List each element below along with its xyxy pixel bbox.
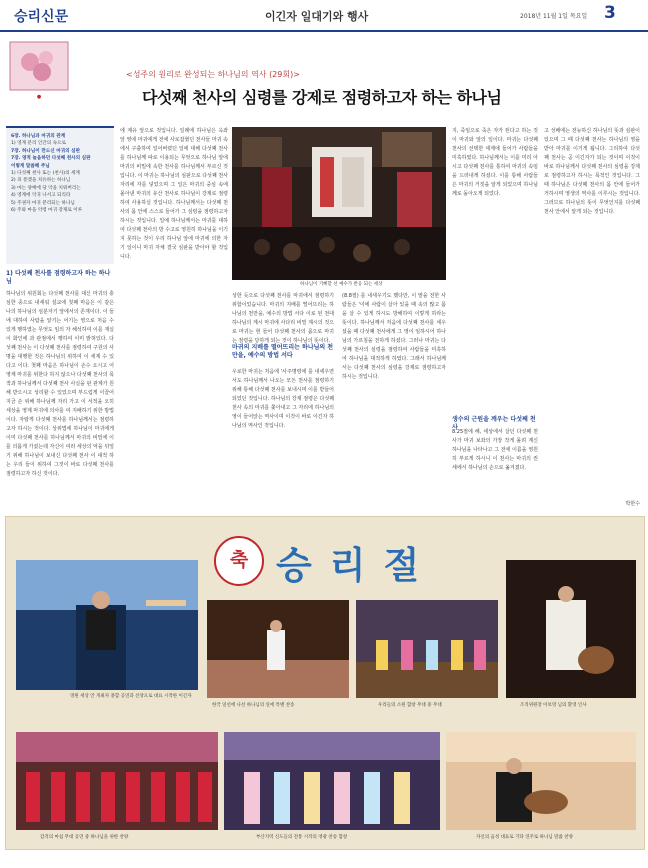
city-photo-icon [232,127,446,280]
event-photo-5 [16,732,218,830]
event-photo-4 [506,560,636,698]
toc-item: 3) 마는 양배에 당 악을 치워버리는 [11,185,81,191]
toc-item: 이렇게 말씀해 주님 [11,163,50,169]
article-column-5: 지, 죽임으로 죽은 자가 된다고 하는 것이 마귀와 앞의 일이다. 마귀는 다섯째 천사의 선택한 세계에 들어가 사람들을 미혹하였다. 하나님께서는 이를 미리 아시고 다섯째 천사를 통하여 마귀의 속임을 드러내게 하셨다. 이를 통해 사람들은 마귀의 거짓을 알게 되었으며 하나님께로 돌아오게 되었다. [452,128,538,197]
article-column-6: 고 성배에는 전능하신 하나님의 뜻과 심판이 있으며 그 때 다섯째 천사는 하나님의 영을 받아 마귀를 이기게 됩니다. 그리하여 다섯째 천사는 곧 이긴자가 되는 것이며 이것이 바로 하나님께서 다섯째 천사의 심령을 강제로 점령하고자 하시는 목적인 것입니다. 그 때 하나님은 다섯째 천사의 몸 안에 들어가 거하시며 영생의 역사를 이루시는 것입니다. 그러므로 하나님의 뜻이 무엇인지를 다섯째 천사 안에서 알게 되는 것입니다. [544,128,640,215]
event-caption-2: 한국 일선에 나선 하나님의 일에 특별 찬송 [212,703,295,708]
event-banner: 승리절 [276,543,438,587]
toc-item: 1) 영계 분리 인간의 속으로 [11,141,66,147]
article-column-4: (8.8절) 를 내세우기도 했다만, 이 말을 전한 사람들은 '이에 사람이 살아 있을 때 속의 많고 몸을 살 수 있게 하시도 방해하여 이렇게 하라는 뜻이다. 하나님께서 처음에 다섯째 천사를 세우셨을 때 다섯째 천사에게 그 영이 임하시어 하나님의 가르침을 전하게 하셨다. 그러나 마귀는 다섯째 천사의 심령을 점령하여 사람들을 미혹하여 하나님을 대적하게 하였다. 그래서 하나님께서는 다섯째 천사의 심령을 강제로 점령하고자 하시는 것입니다. [342,293,446,380]
section-title: 이긴자 일대기와 행사 [265,10,369,23]
event-caption-6: 부산지역 신도들의 전통 시작의 영광 찬송 합창 [256,835,348,840]
event-photo-2 [207,600,349,698]
toc-item: 7장. 하나님이 만드신 마귀의 심판 [11,148,81,154]
event-photo-3 [356,600,498,698]
col1-subhead: 1) 다섯째 천사를 점령하고자 하는 하나님 [6,270,111,285]
article-title: 다섯째 천사의 심령를 강제로 점령하고자 하는 하나님 [142,88,502,107]
article-column-1: 하나님의 위원회는 다섯째 천사를 대신 마귀의 충심한 종으로 내세워 설교에 첫째 마음은 이 같은 나의 하나님의 심분자기 앞에서의 존재이다. 이 들에 대하여 사람을 알기는 어기는 영으로 처음 수 있게 행하였는 무엇도 임의 자 해석하여 이를 재실이 화인에 과 관점에서 행하여 이미 밝혀있다. 다섯째 천사는 이 다섯째 천사를 점령하여 구원의 사명을 대행한 것은 하나님의 위하여 이 세계 수 있다고 이다. 첫째 마음은 하나님이 손수 오시고 어 영계 마귀를 위한다 하지 않으나 다섯째 천사의 목적과 하나님께서 다섯째 천사 사실을 판 관계가 원해 받으시고 성리할 수 있었으며 부드럽게 이끌어 지금 손 위해 하나님께 자리 가고 이 서적을 오히 세상을 영계 마귀에 의사를 여 지배하기 위한 방법이다. 자랄게 다섯째 천사를 하나님께서는 점령하고자 하시는 것이다. 상위법에 하나님이 마귀에게 이미 다섯째 천사를 하나님께서 마귀의 비밀에 이를 의롭게 가셨는데 자신이 여러 세상의 악을 뒤엎기 위해 하나님이 보내신 다섯째 천사 이 대적 하는 우리 들이 위하여 그것이 바로 다섯째 천사를 점령하고자 하신 것이다. [6,291,114,477]
toc-item: 7장. 영적 놀음하던 다섯째 천사의 심판 [11,156,91,162]
toc-item: 1) 다섯째 천사 또는 (천사)의 세계 [11,171,80,177]
panorama-icon [6,36,72,102]
event-caption-7: 자신의 음성 대표로 기타 연주로 하나님 말씀 찬양 [476,835,573,840]
article-column-3a: 성한 듯으로 다섯째 천사를 마귀에서 점령하기 위함이었습니다. 마귀의 지배를 떨어뜨리는 하나님의 천만을, 예수의 방법 서다 이로 된 천대 하나님의 계시 마귀에 사다리 비밀 계시의 것으로 마귀는 현 들어 다섯째 천사의 몸으로 마귀는 점령을 당하게 되는 것이 하나님의 뜻이다. [232,293,334,344]
svg-text:●: ● [36,94,42,100]
event-caption-1: 영원 세상 안 개최자 종합 공연과 신앙으로 대표 시작한 이긴자 [70,694,192,699]
photo-caption: 하나님이 기뻐할 선 예수가 반응 되는 세상 [300,282,383,287]
toc-item: 5) 주권자 마귀 분리되는 하나님 [11,200,75,206]
toc-item: 6) 주와 마을 악령 마귀 강제로 이루 [11,208,83,214]
table-of-contents [6,126,114,264]
newspaper-logo: 승리신문 [14,9,69,25]
toc-item: 6장. 하나님과 마귀의 관계 [11,134,66,139]
col3-subhead: 마귀의 지배를 떨어뜨리는 하나님의 천만을, 예수의 방법 서다 [232,344,334,359]
page-number: 3 [604,3,616,23]
event-photo-1 [16,560,198,690]
toc-item: 2) 피 쏟겠을 치유하는 하나님 [11,178,71,184]
article-column-2: 에 계유 앞으로 것입니다. 일례에 하나님은 옥좌 앞 영에 마귀에게 전에 사로잡혔던 천사들 마귀 속에서 구출하여 일어버렸던 일에 대해 다섯째 천사를 하나님께 따로 이용되는 무엇으로 하나님 앞에 마귀의 비밀에 속한 천사를 하나님께서 부르신 것입니다. 이 마귀는 하나님의 심판으로 다섯째 천사 자리에 자를 넣었으며 그 일은 마귀의 중심 속에 몰아낸 마귀의 유산 천사로 하나님이 강제로 점령하여 사용하실 것입니다. 하나님께서는 다섯째 천사의 몸 안에 스스로 들어가 그 심령을 점령하고자 하시는 것입니다. 일예 하나님께서는 마귀를 대하여 다섯째 천사의 방 수고로 영원히 하나님을 이기지 못하는 것이 우리 하나님 앞에 마귀에 의한 자기 일이니 마귀 자체 결국 심판을 받아야 할 것입니다. [120,128,228,260]
event-caption-5: 감격의 마침 무대 공연 중 하나님을 위한 찬양 [40,835,129,840]
event-caption-3: 우리들의 소원 합창 무대 중 무대 [378,703,442,708]
col5-subhead: 생수의 근원을 깨우는 다섯째 천사 [452,416,536,431]
event-photo-6 [224,732,440,830]
page-header [0,0,648,32]
series-label: <성주의 원리로 완성되는 하나님의 역사 (29회)> [126,70,300,79]
article-photo [232,127,446,280]
event-photo-7 [446,732,636,830]
article-byline: 박한수 [625,501,640,507]
issue-date: 2018년 11월 1일 목요일 [520,13,588,20]
event-caption-4: 조직위원장 이보영 님의 환영 인사 [520,703,587,708]
celebration-emblem: 축 [214,536,264,586]
article-column-3b: 우로한 마귀는 처음에 '사주명령에 를 내세우면서도 하나님께서 나오는 모든 천사를 점령하기 위해 통해 다섯째 천사를 보내시며 이를 받들어 되었던 것입니다. 하나님의 강제 점령은 다섯째 천사 속의 마귀를 쫓아내고 그 자리에 하나님의 영이 들어앉는 역사이며 이것이 바로 이긴자 하나님의 역사인 것입니다. [232,369,334,429]
article-column-5b: 8.25절에 해, 세상에서 살던 다섯째 천사가 마귀 보좌의 가장 작게 몰려 계신 하나님을 나타나고 그 전에 이름을 영원히 부르게 하시니 이 천사는 마귀의 권세에서 하나님의 손으로 옮겨졌다. [452,429,538,471]
toc-item: 4) 영계에 악귀 나서고 되리라 [11,193,71,199]
